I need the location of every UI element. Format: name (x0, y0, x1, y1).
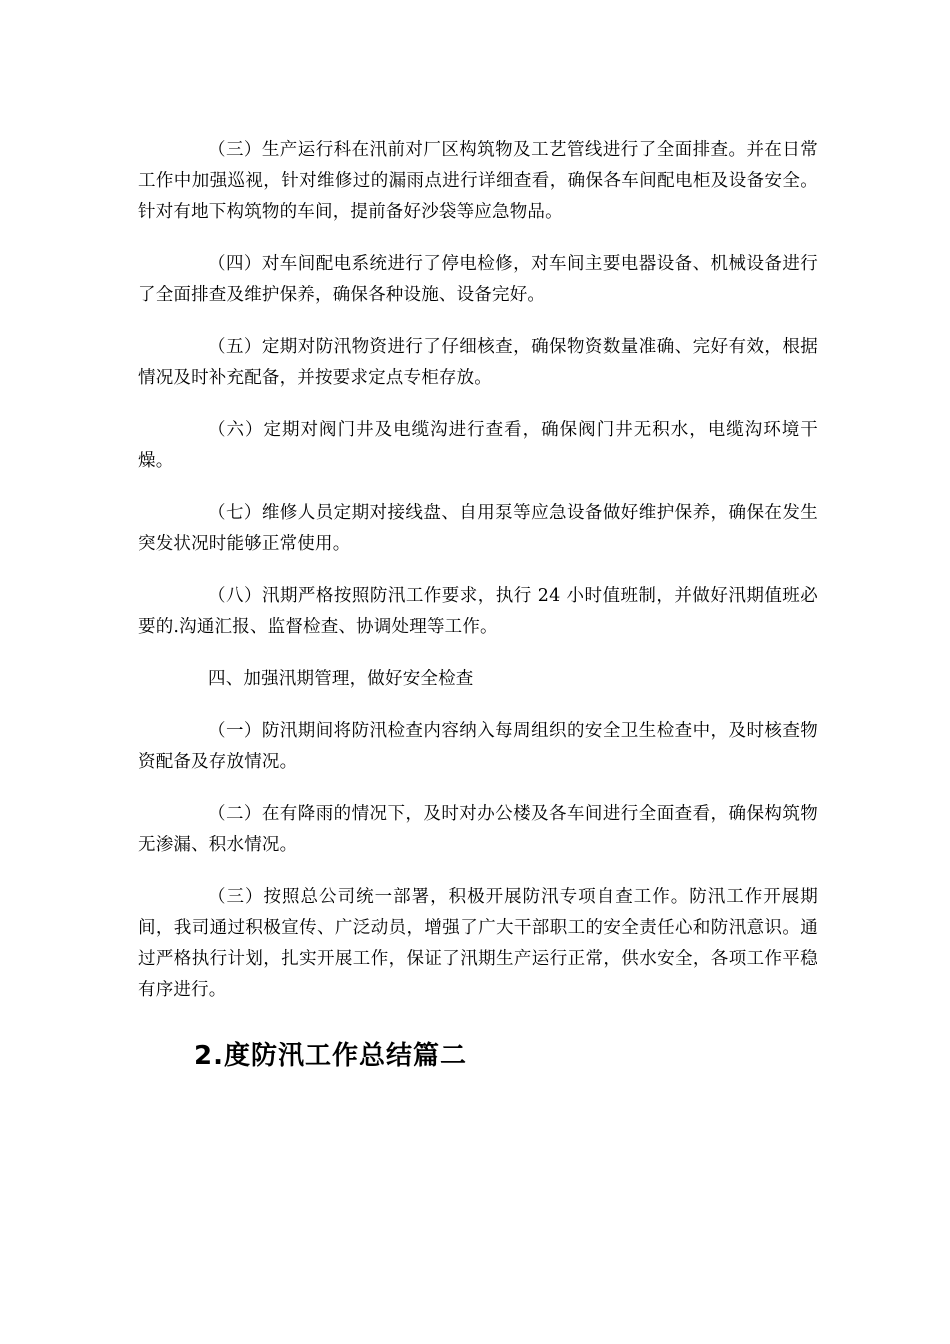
document-body (138, 135, 818, 1076)
article-heading: 2.度防汛工作总结篇二 (194, 1041, 467, 1071)
paragraph-6-valve-cable: （六）定期对阀门井及电缆沟进行查看，确保阀门井无积水，电缆沟环境干燥。 (138, 420, 818, 471)
paragraph-2-rain-check: （二）在有降雨的情况下，及时对办公楼及各车间进行全面查看，确保构筑物无渗漏、积水情况。 (138, 804, 818, 855)
paragraph-3-self-inspection: （三）按照总公司统一部署，积极开展防汛专项自查工作。防汛工作开展期间，我司通过积极宣传、广泛动员，增强了广大干部职工的安全责任心和防汛意识。通过严格执行计划，扎实开展工作，保证了汛期生产运行正常，供水安全，各项工作平稳有序进行。 (138, 887, 818, 1000)
paragraph-7-emergency-equipment: （七）维修人员定期对接线盘、自用泵等应急设备做好维护保养，确保在发生突发状况时能够正常使用。 (138, 503, 818, 554)
paragraph-8-duty-system: （八）汛期严格按照防汛工作要求，执行 24 小时值班制，并做好汛期值班必要的.沟通汇报、监督检查、协调处理等工作。 (138, 586, 818, 637)
paragraph-5-materials-check: （五）定期对防汛物资进行了仔细核查，确保物资数量准确、完好有效，根据情况及时补充配备，并按要求定点专柜存放。 (138, 337, 818, 388)
paragraph-4-power-maintenance: （四）对车间配电系统进行了停电检修，对车间主要电器设备、机械设备进行了全面排查及维护保养，确保各种设施、设备完好。 (138, 254, 818, 305)
paragraph-3-production: （三）生产运行科在汛前对厂区构筑物及工艺管线进行了全面排查。并在日常工作中加强巡视，针对维修过的漏雨点进行详细查看，确保各车间配电柜及设备安全。针对有地下构筑物的车间，提前备好沙袋等应急物品。 (138, 140, 818, 222)
section-heading-four: 四、加强汛期管理，做好安全检查 (208, 669, 474, 689)
paragraph-1-inspection: （一）防汛期间将防汛检查内容纳入每周组织的安全卫生检查中，及时核查物资配备及存放情况。 (138, 721, 818, 772)
